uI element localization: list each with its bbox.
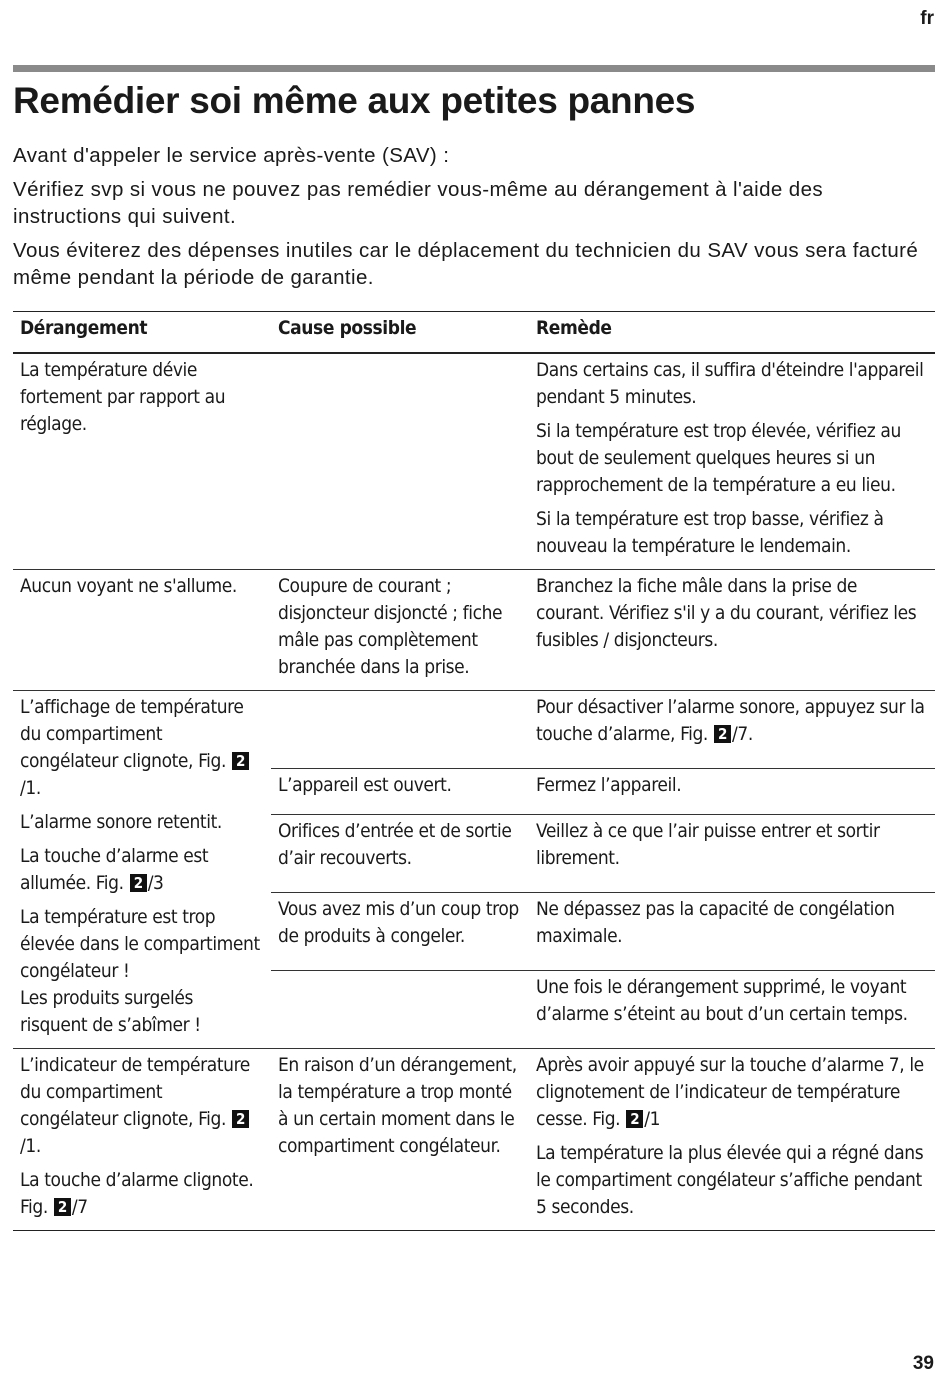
remedy-text: Pour désactiver l’alarme sonore, appuyez sur la touche d’alarme, Fig. 2 /7.: [536, 696, 925, 745]
fault-text: La touche d’alarme clignote. Fig. 2 /7: [20, 1169, 254, 1218]
remedy-text: La température la plus élevée qui a régné dans le compartiment congélateur s’affiche pendant 5 secondes.: [536, 1142, 924, 1218]
header-cause: Cause possible: [271, 312, 529, 354]
cause-cell: [271, 815, 529, 893]
cause-text: En raison d’un dérangement, la température a trop monté à un certain moment dans le compartiment congélateur.: [278, 1054, 517, 1157]
table-row: [13, 1049, 935, 1231]
table-row: [13, 691, 935, 769]
cause-cell: [271, 691, 529, 769]
table-header-row: [13, 312, 935, 354]
intro-paragraph: Vous éviterez des dépenses inutiles car le déplacement du technicien du SAV vous sera facturé même pendant la période de garantie.: [13, 239, 919, 289]
cause-cell: [271, 1049, 529, 1231]
cause-cell: [271, 768, 529, 814]
remedy-text: Une fois le dérangement supprimé, le voyant d’alarme s’éteint au bout d’un certain temps.: [536, 976, 908, 1026]
remedy-cell: [529, 815, 935, 893]
fault-text: L’affichage de température du compartiment congélateur clignote, Fig. 2/1.: [20, 694, 264, 802]
cause-cell: [271, 971, 529, 1049]
cause-text: L’appareil est ouvert.: [278, 773, 452, 796]
fault-text: La température est trop élevée dans le compartiment congélateur !: [20, 906, 260, 982]
remedy-text: Si la température est trop élevée, vérifiez au bout de seulement quelques heures si un rapprochement de la température a eu lieu.: [536, 420, 901, 496]
table-row: [13, 570, 935, 691]
page-title: Remédier soi même aux petites pannes: [13, 80, 696, 121]
figure-badge: 2: [54, 1198, 71, 1216]
figure-badge: 2: [714, 725, 731, 743]
language-code: fr: [920, 8, 934, 29]
fault-cell: [13, 353, 271, 570]
troubleshooting-table: [13, 311, 935, 1231]
table-row: [13, 353, 935, 570]
fault-text: L’alarme sonore retentit.: [20, 811, 222, 833]
header-rule: [13, 65, 935, 72]
intro-text: [13, 142, 933, 298]
remedy-text: Ne dépassez pas la capacité de congélation maximale.: [536, 898, 895, 948]
remedy-cell: [529, 893, 935, 971]
remedy-cell: [529, 1049, 935, 1231]
remedy-text: Veillez à ce que l’air puisse entrer et sortir librement.: [536, 820, 880, 870]
cause-cell: [271, 570, 529, 691]
header-fault: Dérangement: [13, 312, 271, 354]
cause-text: Orifices d’entrée et de sortie d’air recouverts.: [278, 820, 512, 870]
remedy-cell: [529, 691, 935, 769]
remedy-text: Branchez la fiche mâle dans la prise de courant. Vérifiez s'il y a du courant, vérifiez les fusibles / disjoncteurs.: [536, 575, 917, 651]
fault-text: La température dévie fortement par rapport au réglage.: [20, 359, 226, 435]
fault-text: La touche d’alarme est allumée. Fig. 2 /3: [20, 845, 209, 894]
intro-paragraph: Vérifiez svp si vous ne pouvez pas remédier vous-même au dérangement à l'aide des instructions qui suivent.: [13, 178, 824, 228]
cause-text: Vous avez mis d’un coup trop de produits à congeler.: [278, 898, 519, 948]
remedy-cell: [529, 971, 935, 1049]
fault-text: Les produits surgelés risquent de s’abîmer !: [20, 987, 201, 1036]
cause-cell: [271, 893, 529, 971]
header-remedy: Remède: [529, 312, 935, 354]
remedy-text: Fermez l’appareil.: [536, 773, 682, 796]
remedy-text: Après avoir appuyé sur la touche d’alarme 7, le clignotement de l’indicateur de température cesse. Fig. 2 /1: [536, 1054, 924, 1130]
remedy-cell: [529, 570, 935, 691]
remedy-text: Si la température est trop basse, vérifiez à nouveau la température le lendemain.: [536, 508, 884, 557]
cause-cell: [271, 353, 529, 570]
figure-badge: 2: [626, 1110, 643, 1128]
fault-text: Aucun voyant ne s'allume.: [20, 575, 237, 597]
fault-cell: [13, 691, 271, 1049]
figure-badge: 2: [130, 874, 147, 892]
remedy-cell: [529, 353, 935, 570]
figure-badge: 2: [232, 1110, 249, 1128]
fault-cell: [13, 570, 271, 691]
remedy-text: Dans certains cas, il suffira d'éteindre l'appareil pendant 5 minutes.: [536, 359, 924, 408]
remedy-cell: [529, 768, 935, 814]
fault-text: L’indicateur de température du compartiment congélateur clignote, Fig. 2/1.: [20, 1054, 250, 1157]
fault-cell: [13, 1049, 271, 1231]
cause-text: Coupure de courant ; disjoncteur disjoncté ; fiche mâle pas complètement branchée dans la prise.: [278, 575, 503, 678]
page-number: 39: [912, 1353, 934, 1374]
figure-badge: 2: [232, 752, 249, 770]
intro-paragraph: Avant d'appeler le service après-vente (SAV) :: [13, 144, 450, 167]
